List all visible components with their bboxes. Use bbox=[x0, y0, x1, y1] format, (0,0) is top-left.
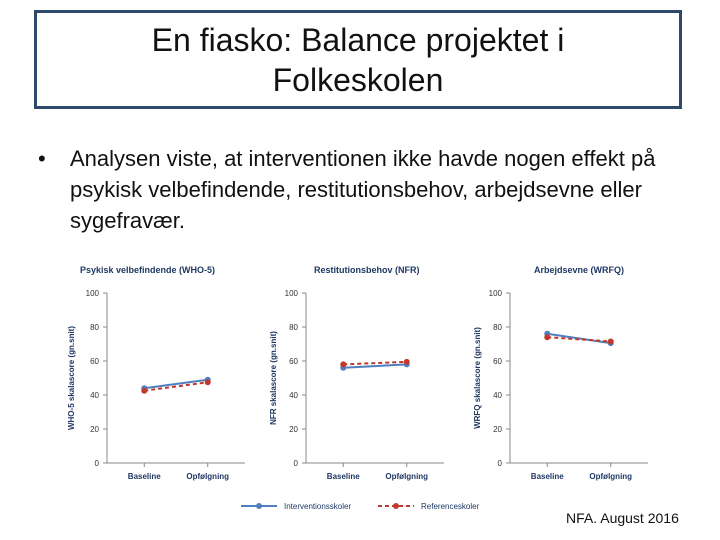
chart-title: Restitutionsbehov (NFR) bbox=[314, 265, 420, 275]
legend-label-reference: Referenceskoler bbox=[421, 502, 480, 511]
chart-1 bbox=[67, 265, 245, 481]
legend-marker-reference bbox=[393, 503, 399, 509]
y-tick-label: 100 bbox=[488, 289, 502, 298]
chart-title: Arbejdsevne (WRFQ) bbox=[534, 265, 625, 275]
y-tick-label: 20 bbox=[289, 425, 298, 434]
x-tick-label: Baseline bbox=[127, 472, 161, 481]
y-tick-label: 60 bbox=[493, 357, 502, 366]
y-axis-label: WHO-5 skalascore (gn.snit) bbox=[67, 325, 76, 431]
y-tick-label: 60 bbox=[90, 357, 99, 366]
x-tick-label: Baseline bbox=[530, 472, 564, 481]
charts-panel bbox=[0, 255, 720, 535]
slide-title bbox=[34, 10, 682, 109]
x-tick-label: Baseline bbox=[326, 472, 360, 481]
y-tick-label: 0 bbox=[293, 459, 298, 468]
y-axis-label: WRFQ skalascore (gn.snit) bbox=[473, 327, 482, 429]
y-tick-label: 40 bbox=[90, 391, 99, 400]
data-point bbox=[205, 379, 211, 385]
chart-2 bbox=[269, 265, 444, 481]
y-tick-label: 0 bbox=[497, 459, 502, 468]
chart-title: Psykisk velbefindende (WHO-5) bbox=[80, 265, 216, 275]
y-tick-label: 60 bbox=[289, 357, 298, 366]
slide-title-line-2: Folkeskolen bbox=[272, 61, 444, 98]
data-point bbox=[404, 359, 410, 365]
footer-source: NFA. August 2016 bbox=[566, 510, 679, 526]
chart-legend bbox=[241, 502, 480, 511]
y-tick-label: 100 bbox=[85, 289, 99, 298]
y-tick-label: 40 bbox=[493, 391, 502, 400]
y-tick-label: 40 bbox=[289, 391, 298, 400]
y-tick-label: 20 bbox=[90, 425, 99, 434]
y-tick-label: 0 bbox=[94, 459, 99, 468]
data-point bbox=[141, 388, 147, 394]
y-tick-label: 80 bbox=[90, 323, 99, 332]
y-tick-label: 80 bbox=[289, 323, 298, 332]
bullet-text: Analysen viste, at interventionen ikke havde nogen effekt på psykisk velbefindende, restitutionsbehov, arbejdsevne eller sygefravær. bbox=[70, 146, 656, 233]
bullet-marker: • bbox=[38, 146, 46, 171]
x-tick-label: Opfølgning bbox=[385, 472, 429, 481]
legend-marker-intervention bbox=[256, 503, 262, 509]
x-tick-label: Opfølgning bbox=[589, 472, 633, 481]
y-tick-label: 100 bbox=[284, 289, 298, 298]
data-point bbox=[544, 334, 550, 340]
chart-3 bbox=[473, 265, 648, 481]
y-axis-label: NFR skalascore (gn.snit) bbox=[269, 331, 278, 425]
legend-label-intervention: Interventionsskoler bbox=[284, 502, 352, 511]
y-tick-label: 20 bbox=[493, 425, 502, 434]
slide-title-line-1: En fiasko: Balance projektet i bbox=[151, 21, 565, 58]
x-tick-label: Opfølgning bbox=[186, 472, 230, 481]
data-point bbox=[340, 361, 346, 367]
y-tick-label: 80 bbox=[493, 323, 502, 332]
data-point bbox=[608, 338, 614, 344]
